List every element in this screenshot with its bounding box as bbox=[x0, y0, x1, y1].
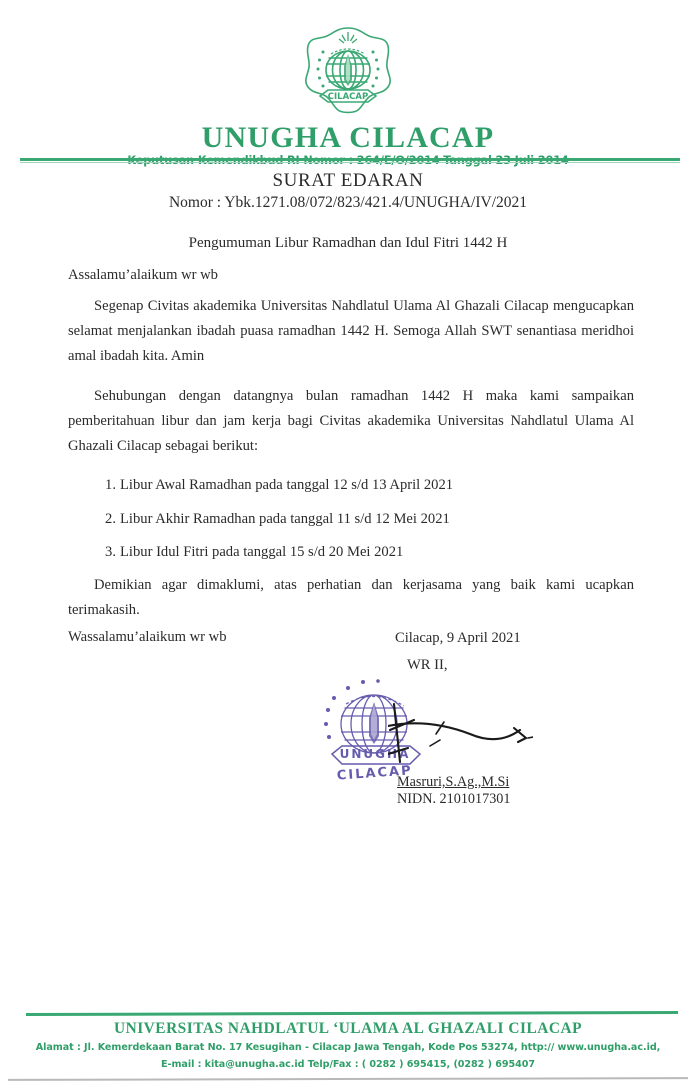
salutation: Assalamu’alaikum wr wb bbox=[68, 267, 218, 283]
crest-ribbon-label: CILACAP bbox=[327, 92, 369, 102]
signature-block bbox=[395, 628, 645, 677]
document-title-block bbox=[0, 170, 696, 252]
handwritten-signature-icon bbox=[388, 690, 533, 776]
footer-address-line-1: Alamat : Jl. Kemerdekaan Barat No. 17 Kesugihan - Cilacap Jawa Tengah, Kode Pos 53274, http:// www.unugha.ac.id, bbox=[35, 1042, 661, 1054]
letterhead bbox=[0, 0, 696, 167]
footer-divider-rule bbox=[26, 1011, 678, 1016]
stamp-ribbon-top-label: UNUGHA bbox=[339, 747, 411, 761]
document-title: SURAT EDARAN bbox=[272, 170, 424, 191]
list-item: Libur Idul Fitri pada tanggal 15 s/d 20 Mei 2021 bbox=[120, 543, 404, 560]
list-item: Libur Awal Ramadhan pada tanggal 12 s/d 13 April 2021 bbox=[120, 477, 454, 494]
footer bbox=[0, 1020, 696, 1072]
unugha-cilacap-crest-icon bbox=[298, 24, 398, 120]
footer-address-line-2: E-mail : kita@unugha.ac.id Telp/Fax : ( 0282 ) 695415, (0282 ) 695407 bbox=[161, 1059, 535, 1071]
document-number: Nomor : Ybk.1271.08/072/823/421.4/UNUGHA/IV/2021 bbox=[168, 194, 528, 212]
document-subject: Pengumuman Libur Ramadhan dan Idul Fitri 1442 H bbox=[188, 235, 508, 252]
page-bottom-edge-rule bbox=[8, 1077, 688, 1081]
organization-name: UNUGHA CILACAP bbox=[201, 121, 495, 154]
closing-paragraph: Demikian agar dimaklumi, atas perhatian dan kerjasama yang baik kami ucapkan terimakasih. bbox=[68, 576, 634, 618]
list-item: Libur Akhir Ramadhan pada tanggal 11 s/d 12 Mei 2021 bbox=[120, 510, 450, 527]
signatory-name: Masruri,S.Ag.,M.Si bbox=[397, 774, 510, 790]
signature-place-date: Cilacap, 9 April 2021 bbox=[395, 630, 521, 646]
signatory-nidn: NIDN. 2101017301 bbox=[397, 791, 511, 807]
body-paragraph-1: Segenap Civitas akademika Universitas Nahdlatul Ulama Al Ghazali Cilacap mengucapkan selamat menjalankan ibadah puasa ramadhan 1442 H. Semoga Allah SWT senantiasa meridhoi amal ibadah kita. Amin bbox=[68, 297, 634, 364]
header-divider-rule bbox=[20, 158, 680, 161]
closing-salutation: Wassalamu’alaikum wr wb bbox=[68, 628, 227, 645]
holiday-schedule-list bbox=[68, 473, 634, 564]
signature-role: WR II, bbox=[407, 656, 448, 673]
body-paragraph-2: Sehubungan dengan datangnya bulan ramadhan 1442 H maka kami sampaikan pemberitahuan libur dan jam kerja bagi Civitas akademika Universitas Nahdlatul Ulama Al Ghazali Cilacap sebagai berikut: bbox=[68, 387, 634, 454]
footer-university-name: UNIVERSITAS NAHDLATUL ‘ULAMA AL GHAZALI CILACAP bbox=[113, 1020, 583, 1037]
document-body bbox=[68, 266, 634, 650]
stamp-ribbon-bottom-label: CILACAP bbox=[336, 763, 414, 784]
